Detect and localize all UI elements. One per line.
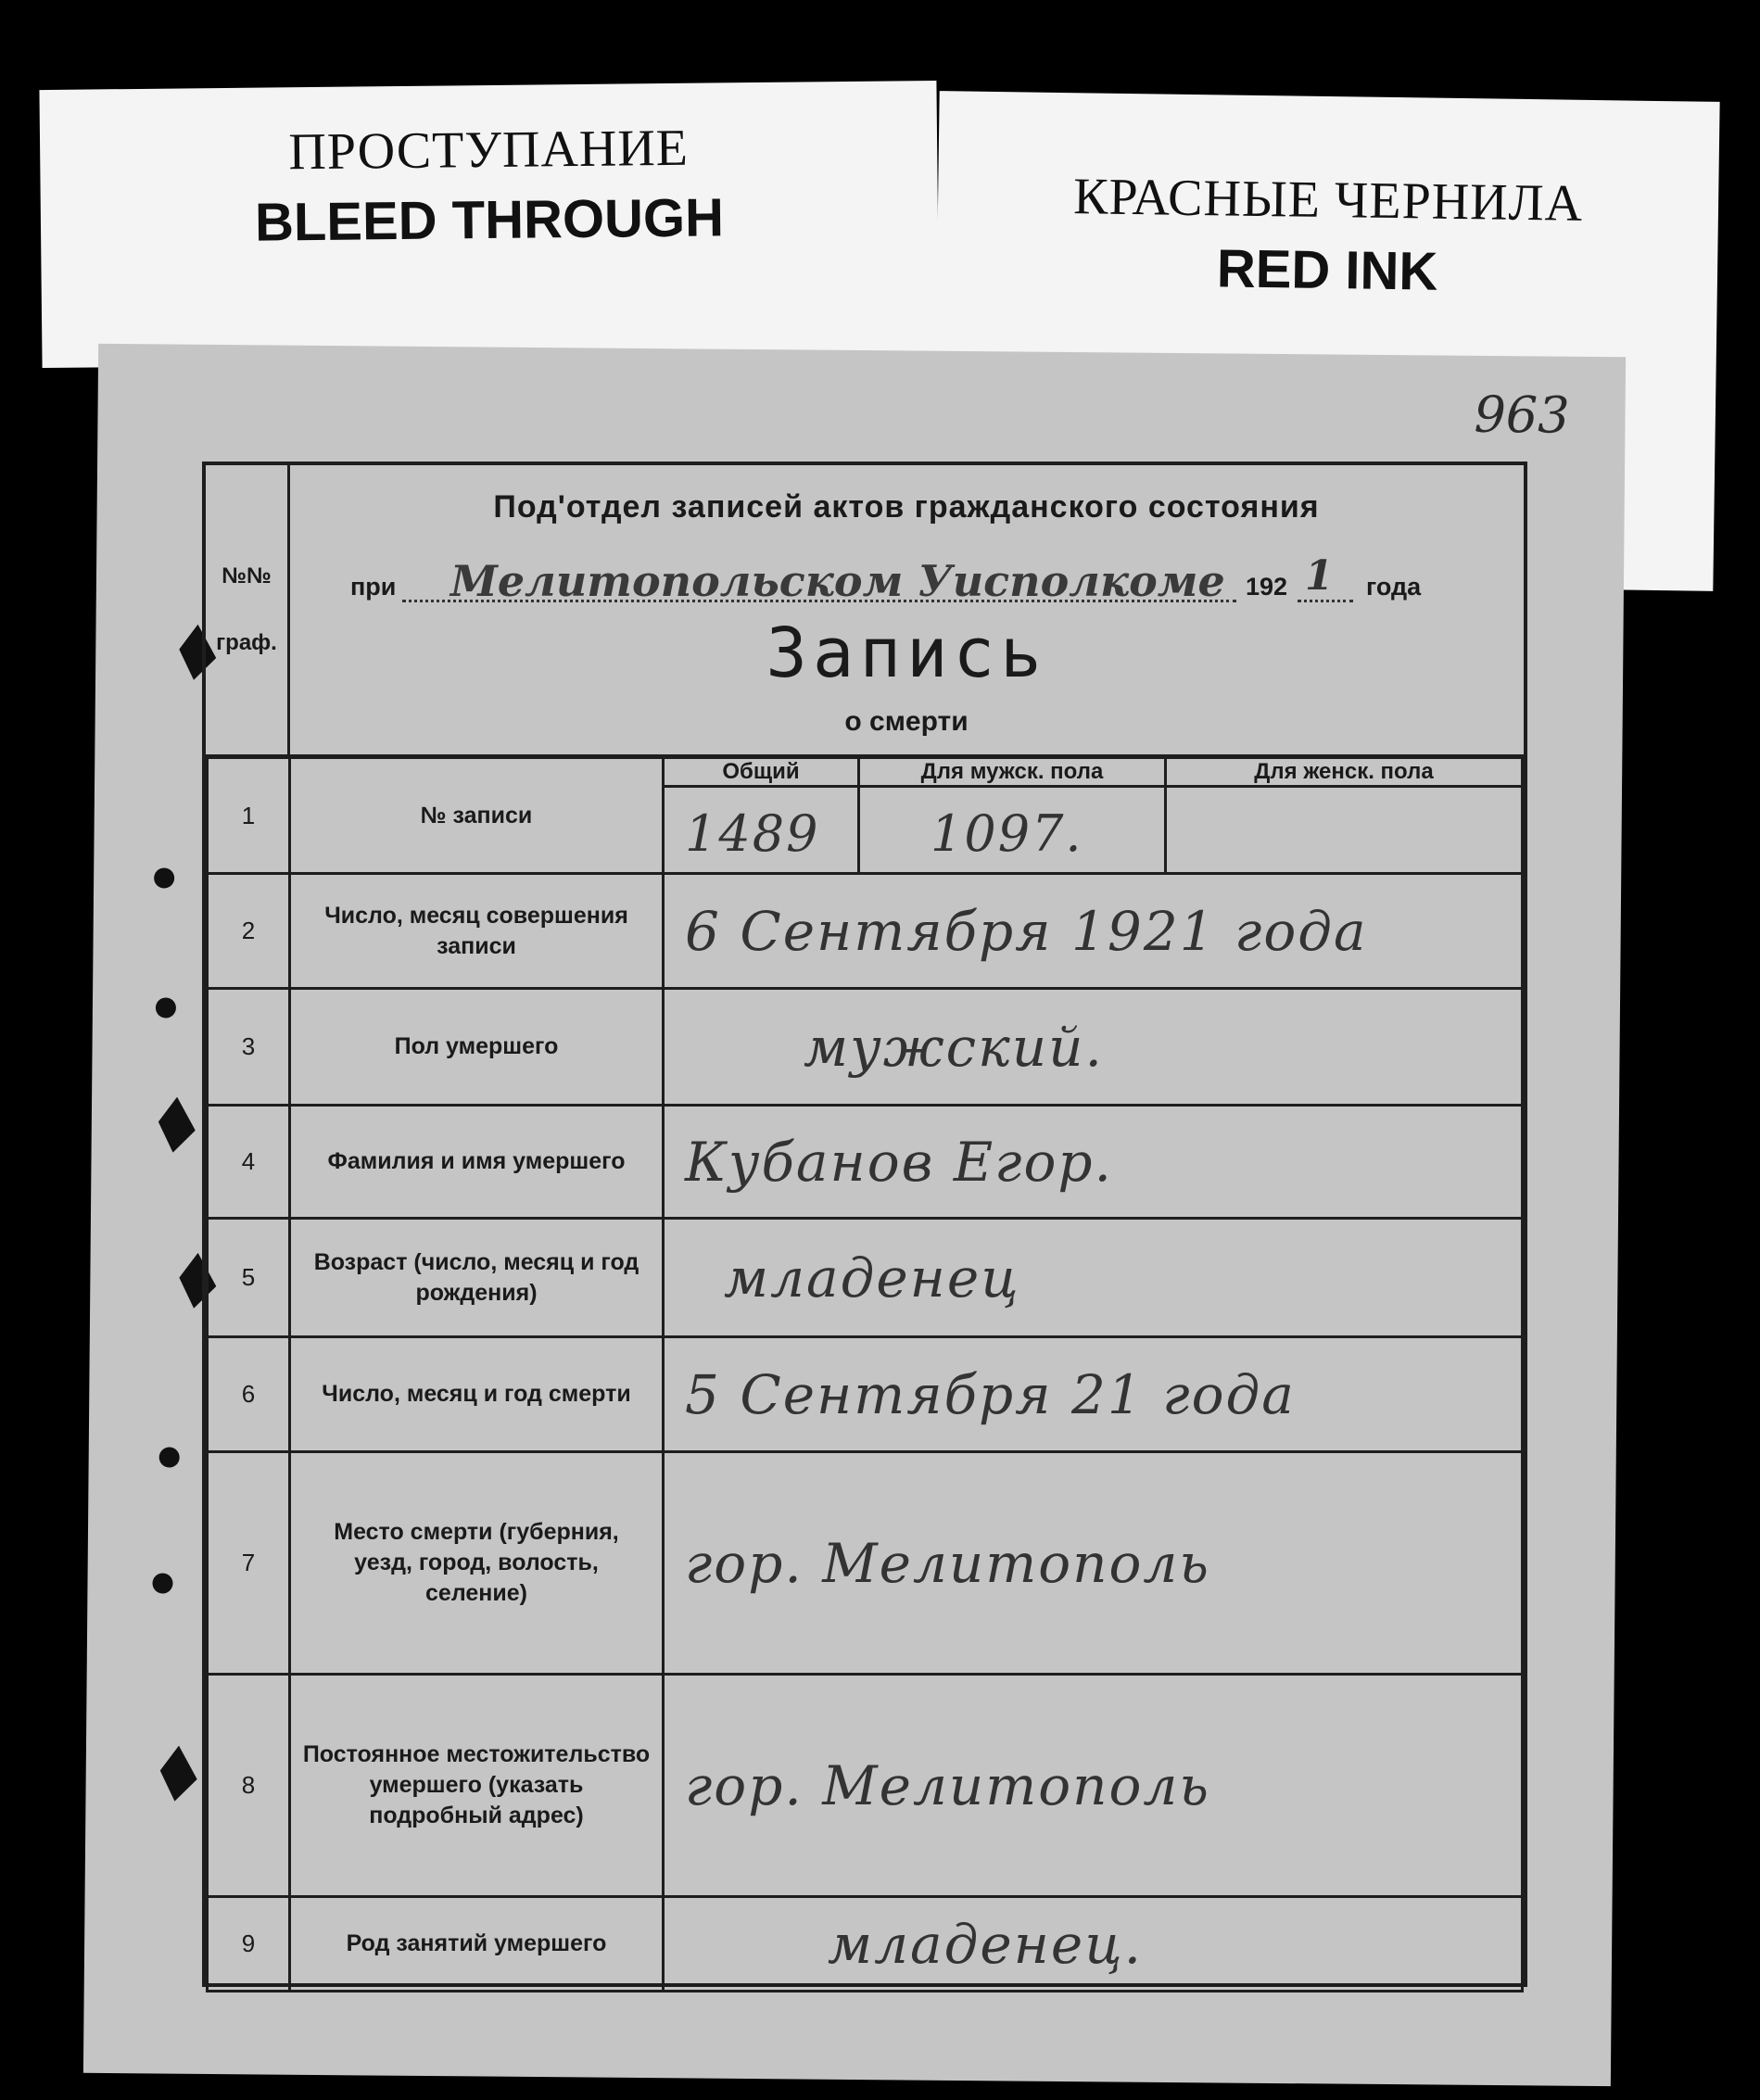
male-number-value: 1097. — [931, 804, 1083, 863]
row-label: Число, месяц совершения записи — [290, 874, 664, 989]
numcol-label-2: граф. — [216, 630, 277, 655]
row-value-cell — [664, 989, 1523, 1106]
record-number-subgrid — [665, 759, 1521, 872]
record-fields-table — [206, 754, 1524, 1992]
col-male-header: Для мужск. пола — [860, 759, 1164, 788]
binding-tear-icon — [158, 1096, 196, 1152]
binding-tear-icon — [159, 1745, 197, 1801]
year-handwritten: 1 — [1305, 552, 1336, 600]
ledger-number: 963 — [1474, 385, 1570, 445]
red-ink-label-ru: КРАСНЫЕ ЧЕРНИЛА — [1072, 168, 1584, 233]
bleed-through-label-en: BLEED THROUGH — [254, 187, 725, 253]
row-label: Возраст (число, месяц и год рождения) — [290, 1219, 664, 1337]
binding-hole-icon — [152, 1573, 172, 1593]
table-row — [208, 757, 1523, 874]
row-number: 1 — [208, 757, 290, 874]
row-number: 7 — [208, 1452, 290, 1675]
numcol-label-1: №№ — [222, 563, 272, 588]
issuing-authority-line — [350, 552, 1444, 608]
handwritten-value: гор. Мелитополь — [685, 1531, 1210, 1595]
binding-hole-icon — [154, 867, 174, 888]
row-number: 3 — [208, 989, 290, 1106]
row-value-cell — [664, 874, 1523, 989]
table-row — [208, 1106, 1523, 1219]
bleed-through-label-ru: ПРОСТУПАНИЕ — [288, 119, 690, 182]
table-row — [208, 1452, 1523, 1675]
row-label: № записи — [290, 757, 664, 874]
female-column — [1167, 759, 1521, 872]
handwritten-value: Кубанов Егор. — [685, 1130, 1113, 1194]
row-number: 9 — [208, 1897, 290, 1992]
handwritten-value: 5 Сентября 21 года — [685, 1362, 1296, 1426]
authority-handwritten: Мелитопольском Уисполкоме — [450, 556, 1225, 606]
column-number-header — [206, 465, 290, 754]
binding-hole-icon — [159, 1447, 180, 1467]
department-title: Под'отдел записей актов гражданского состояния — [493, 489, 1320, 525]
form-header — [289, 465, 1524, 754]
handwritten-value: младенец. — [828, 1912, 1144, 1976]
handwritten-value: 6 Сентября 1921 года — [685, 899, 1368, 963]
table-row — [208, 1219, 1523, 1337]
row-value-cell — [664, 1337, 1523, 1452]
record-number-cell — [664, 757, 1523, 874]
binding-hole-icon — [156, 997, 176, 1018]
row-label: Место смерти (губерния, уезд, город, волость, селение) — [290, 1452, 664, 1675]
year-prefix: 192 — [1246, 573, 1288, 601]
row-value-cell — [664, 1452, 1523, 1675]
row-number: 8 — [208, 1675, 290, 1897]
record-subtitle: о смерти — [844, 706, 969, 737]
row-label: Род занятий умершего — [290, 1897, 664, 1992]
row-value-cell — [664, 1219, 1523, 1337]
table-row — [208, 1675, 1523, 1897]
table-row — [208, 1337, 1523, 1452]
row-label: Постоянное местожительство умершего (указать подробный адрес) — [290, 1675, 664, 1897]
row-label: Пол умершего — [290, 989, 664, 1106]
row-label: Число, месяц и год смерти — [290, 1337, 664, 1452]
red-ink-label-en: RED INK — [1216, 238, 1438, 302]
death-record-form — [202, 462, 1527, 1987]
table-row — [208, 989, 1523, 1106]
total-column — [665, 759, 860, 872]
table-row — [208, 1897, 1523, 1992]
total-number-value: 1489 — [685, 804, 820, 863]
row-value-cell — [664, 1106, 1523, 1219]
bleed-through-card — [39, 81, 939, 368]
row-value-cell — [664, 1897, 1523, 1992]
row-label: Фамилия и имя умершего — [290, 1106, 664, 1219]
record-title: Запись — [766, 614, 1047, 693]
col-total-header: Общий — [665, 759, 857, 788]
year-suffix: года — [1366, 573, 1422, 601]
year-dotted-line — [1298, 600, 1353, 602]
row-number: 4 — [208, 1106, 290, 1219]
handwritten-value: младенец — [724, 1246, 1020, 1309]
male-column — [860, 759, 1167, 872]
pri-label: при — [350, 573, 397, 601]
handwritten-value: гор. Мелитополь — [685, 1753, 1210, 1817]
row-number: 2 — [208, 874, 290, 989]
row-value-cell — [664, 1675, 1523, 1897]
row-number: 6 — [208, 1337, 290, 1452]
handwritten-value: мужский. — [804, 1015, 1104, 1079]
col-female-header: Для женск. пола — [1167, 759, 1521, 788]
row-number: 5 — [208, 1219, 290, 1337]
table-row — [208, 874, 1523, 989]
